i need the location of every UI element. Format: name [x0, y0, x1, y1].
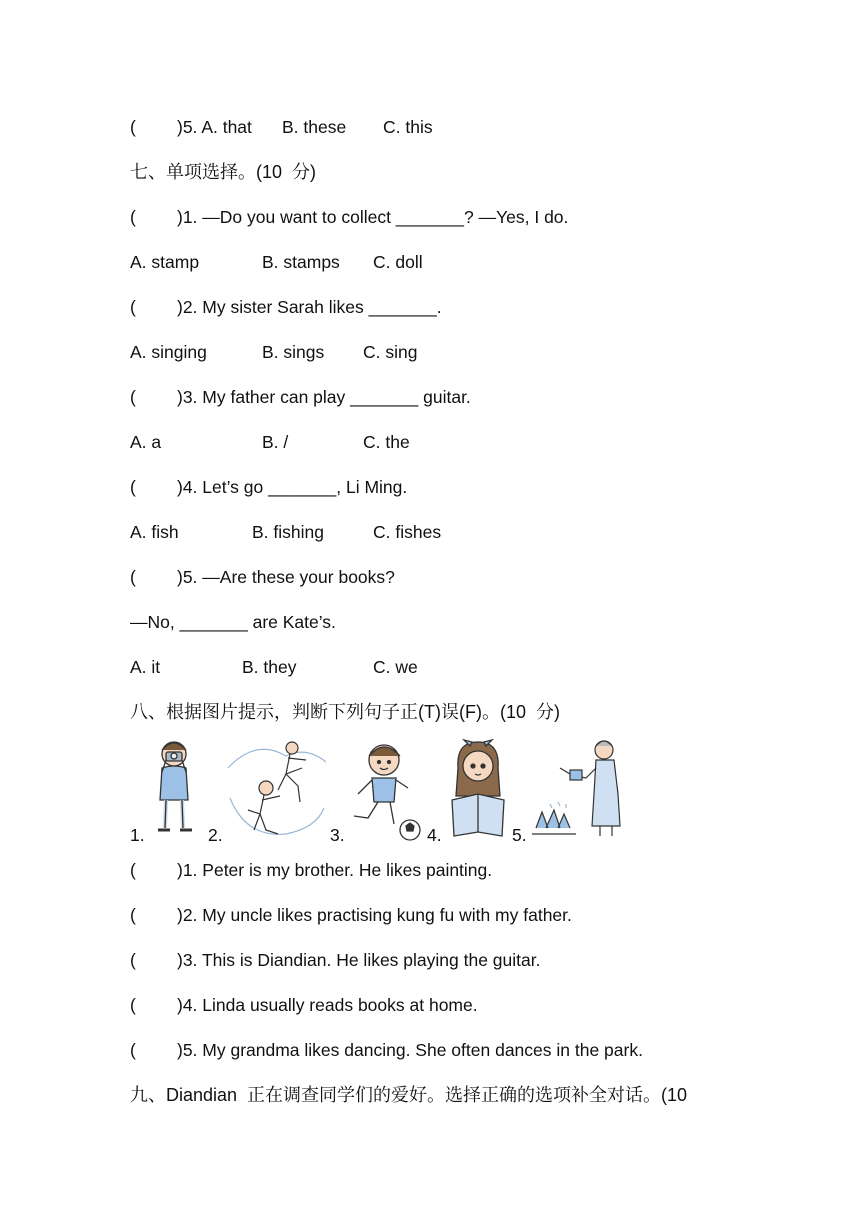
question-1-option-b: B. stamps [262, 252, 340, 272]
section-7-heading: 七、单项选择。(10 分) [130, 162, 317, 182]
grandma-watering-flowers-image [530, 738, 640, 842]
boy-playing-football-image [348, 738, 424, 842]
paren-open: ( [130, 297, 136, 317]
paren-open: ( [130, 950, 136, 970]
judge-item-2: )2. My uncle likes practising kung fu with my father. [177, 905, 572, 925]
picture-row [130, 738, 650, 845]
picture-number-3: 3. [330, 825, 345, 845]
question-3-stem: )3. My father can play _______ guitar. [177, 387, 471, 407]
section-9-heading: 九、Diandian 正在调查同学们的爱好。选择正确的选项补全对话。(10 [130, 1085, 688, 1105]
paren-open: ( [130, 995, 136, 1015]
paren-open: ( [130, 477, 136, 497]
judge-item-1: )1. Peter is my brother. He likes painting. [177, 860, 493, 880]
question-5-stem: )5. —Are these your books? [177, 567, 395, 587]
picture-number-5: 5. [512, 825, 527, 845]
question-2-option-c: C. sing [363, 342, 418, 362]
girl-reading-book-image [448, 738, 508, 842]
paren-open: ( [130, 567, 136, 587]
picture-number-4: 4. [427, 825, 442, 845]
paren-open: ( [130, 387, 136, 407]
question-3-option-c: C. the [363, 432, 410, 452]
question-2-option-b: B. sings [262, 342, 325, 362]
question-4-option-c: C. fishes [373, 522, 442, 542]
question-4-option-b: B. fishing [252, 522, 324, 542]
question-1-stem: )1. —Do you want to collect _______? —Yes, I do. [177, 207, 569, 227]
question-4-stem: )4. Let’s go _______, Li Ming. [177, 477, 408, 497]
question-5-option-b: B. they [242, 657, 297, 677]
judge-item-3: )3. This is Diandian. He likes playing the guitar. [177, 950, 541, 970]
question-2-stem: )2. My sister Sarah likes _______. [177, 297, 442, 317]
judge-item-5: )5. My grandma likes dancing. She often dances in the park. [177, 1040, 643, 1060]
question-4-option-a: A. fish [130, 522, 179, 542]
picture-number-2: 2. [208, 825, 223, 845]
paren-open: ( [130, 117, 136, 137]
option-c: C. this [383, 117, 433, 137]
question-3-option-b: B. / [262, 432, 289, 452]
question-5-answer-line: —No, _______ are Kate’s. [130, 612, 336, 632]
question-stem: )5. A. that [177, 117, 252, 137]
paren-open: ( [130, 1040, 136, 1060]
question-1-option-c: C. doll [373, 252, 423, 272]
question-2-option-a: A. singing [130, 342, 207, 362]
paren-open: ( [130, 860, 136, 880]
picture-number-1: 1. [130, 825, 145, 845]
paren-open: ( [130, 905, 136, 925]
section-8-heading: 八、根据图片提示，判断下列句子正(T)误(F)。(10 分) [130, 702, 560, 722]
question-1-option-a: A. stamp [130, 252, 200, 272]
option-b: B. these [282, 117, 347, 137]
boy-taking-photo-image [148, 738, 202, 842]
question-3-option-a: A. a [130, 432, 162, 452]
kung-fu-image [226, 738, 326, 842]
question-5-option-a: A. it [130, 657, 161, 677]
question-5-option-c: C. we [373, 657, 418, 677]
judge-item-4: )4. Linda usually reads books at home. [177, 995, 478, 1015]
paren-open: ( [130, 207, 136, 227]
